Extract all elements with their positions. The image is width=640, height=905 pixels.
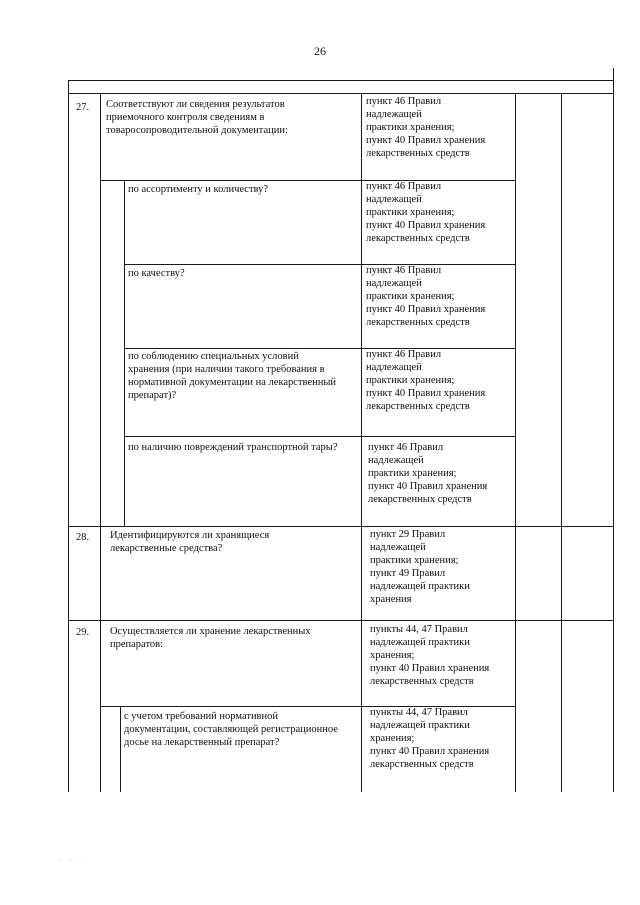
sub-reference-29-1: пункты 44, 47 Правил надлежащей практики хранения; пункт 40 Правил хранения лекарственных средств xyxy=(370,707,490,770)
sub-reference-27-4: пункт 46 Правил надлежащей практики хранения; пункт 40 Правил хранения лекарственных средств xyxy=(368,442,488,505)
row-border-28 xyxy=(68,526,614,527)
row-number-27: 27. xyxy=(76,102,90,113)
sub-question-29-1: с учетом требований нормативной документации, составляющей регистрационное досье на лекарственный препарат? xyxy=(124,711,338,748)
page-number: 26 xyxy=(314,44,326,58)
sub-question-27-4: по наличию повреждений транспортной тары? xyxy=(128,442,338,453)
scan-artifact: · · · xyxy=(60,858,84,864)
row-number-29: 29. xyxy=(76,627,90,638)
question-27: Соответствуют ли сведения результатов приемочного контроля сведениям в товаросопроводительной документации: xyxy=(106,99,288,136)
sub-question-27-3: по соблюдению специальных условий хранения (при наличии такого требования в нормативной документации на лекарственный препарат)? xyxy=(128,351,337,401)
table-top-border xyxy=(68,80,614,81)
reference-29: пункты 44, 47 Правил надлежащей практики хранения; пункт 40 Правил хранения лекарственных средств xyxy=(370,624,490,687)
sub-reference-27-2: пункт 46 Правил надлежащей практики хранения; пункт 40 Правил хранения лекарственных средств xyxy=(366,265,486,328)
sub-reference-27-1: пункт 46 Правил надлежащей практики хранения; пункт 40 Правил хранения лекарственных средств xyxy=(366,181,486,244)
ref-col-divider xyxy=(515,93,516,792)
answer-col-divider-1 xyxy=(561,93,562,792)
table-left-border xyxy=(68,80,69,792)
table-right-border xyxy=(613,68,614,792)
reference-28: пункт 29 Правил надлежащей практики хранения; пункт 49 Правил надлежащей практики хранения xyxy=(370,529,470,605)
sub-indent-divider-29 xyxy=(120,706,121,792)
sub-question-27-1: по ассортименту и количеству? xyxy=(128,184,269,195)
header-strip-border xyxy=(68,93,614,94)
reference-27: пункт 46 Правил надлежащей практики хранения; пункт 40 Правил хранения лекарственных средств xyxy=(366,96,486,159)
num-col-divider xyxy=(100,93,101,792)
sub-reference-27-3: пункт 46 Правил надлежащей практики хранения; пункт 40 Правил хранения лекарственных средств xyxy=(366,349,486,412)
row-number-28: 28. xyxy=(76,532,90,543)
question-28: Идентифицируются ли хранящиеся лекарственные средства? xyxy=(110,530,270,554)
sub-border-27-4 xyxy=(124,436,516,437)
row-border-29 xyxy=(68,620,614,621)
question-29: Осуществляется ли хранение лекарственных препаратов: xyxy=(110,626,311,650)
sub-indent-divider-27 xyxy=(124,180,125,526)
question-col-divider xyxy=(361,93,362,792)
sub-question-27-2: по качеству? xyxy=(128,268,185,279)
